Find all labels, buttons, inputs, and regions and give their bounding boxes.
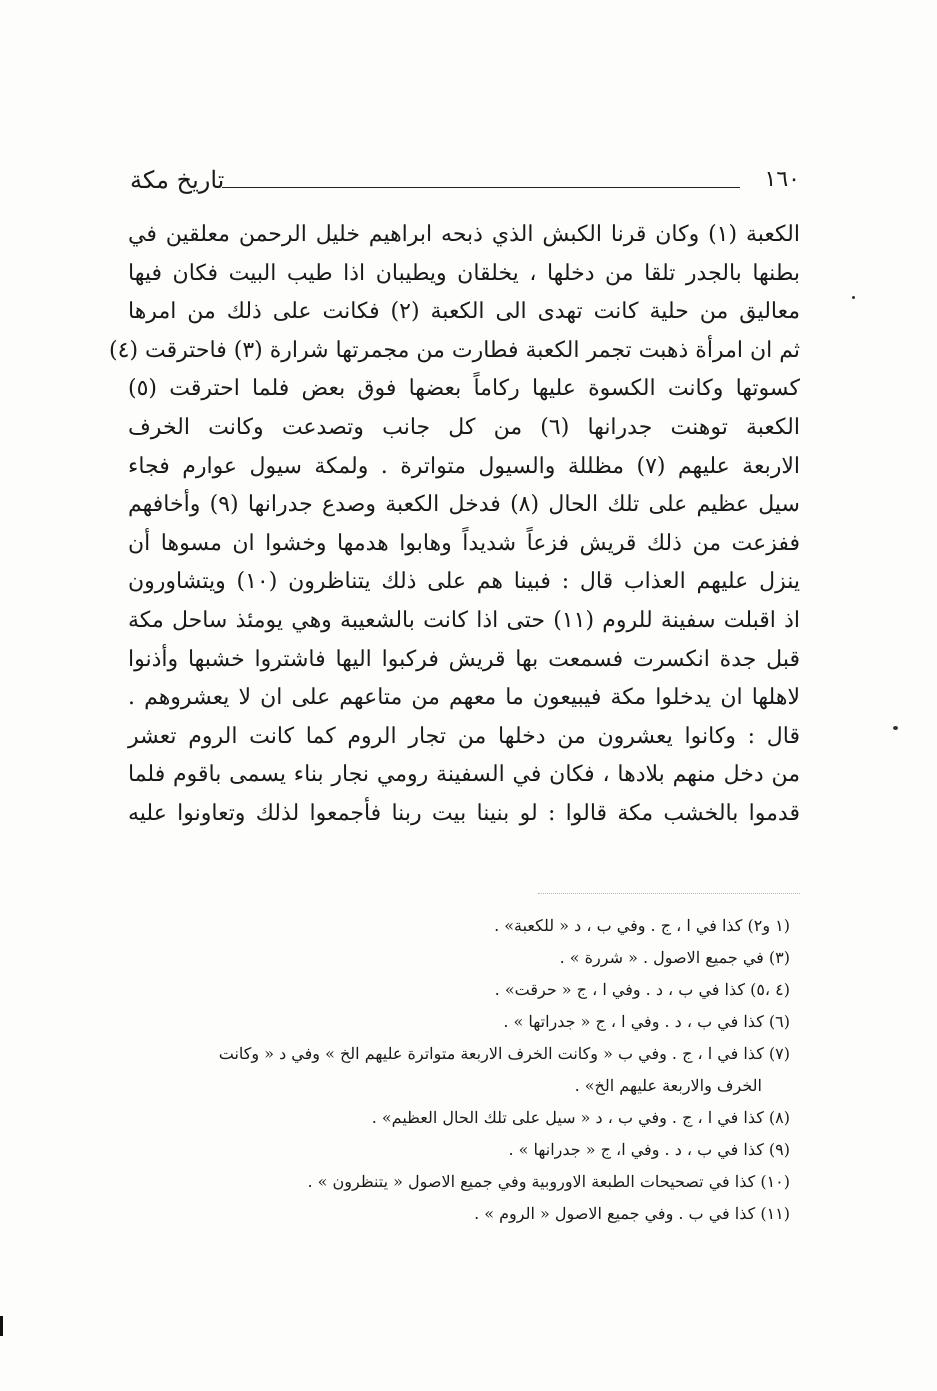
footnote: (٦) كذا في ب ، د . وفي ا ، ج « جدراتها » .: [503, 1012, 790, 1031]
footnote: (٤ ،٥) كذا في ب ، د . وفي ا ، ج « حرقت» .: [494, 980, 790, 999]
text-line: من دخل منهم بلادها ، فكان في السفينة رومي نجار بناء يسمى باقوم فلما: [128, 762, 800, 788]
page-header: [130, 160, 800, 200]
scan-speck: [893, 726, 898, 730]
text-line: كسوتها وكانت الكسوة عليها ركاماً بعضها فوق بعض فلما احترقت (٥): [128, 376, 800, 402]
footnote: (١١) كذا في ب . وفي جميع الاصول « الروم » .: [474, 1204, 790, 1223]
running-title: تاريخ مكة: [130, 166, 225, 194]
text-line: قال : وكانوا يعشرون من دخلها من تجار الروم كما كانت الروم تعشر: [128, 723, 800, 749]
main-text: [109, 216, 801, 834]
footnotes: [128, 910, 790, 1230]
text-line: قدموا بالخشب مكة قالوا : لو بنينا بيت ربنا فأجمعوا لذلك وتعاونوا عليه: [128, 800, 800, 826]
text-line: اذ اقبلت سفينة للروم (١١) حتى اذا كانت بالشعيبة وهي يومئذ ساحل مكة: [128, 607, 800, 633]
page-number: ١٦٠: [764, 167, 800, 192]
footnote-continuation: الخرف والاربعة عليهم الخ» .: [574, 1076, 762, 1095]
footnote: (٩) كذا في ب ، د . وفي ا، ج « جدرانها » .: [508, 1140, 790, 1159]
text-line: الاربعة عليهم (٧) مظللة والسيول متواترة . ولمكة سيول عوارم فجاء: [128, 453, 800, 479]
footnote: (٧) كذا في ا ، ج . وفي ب « وكانت الخرف الاربعة متواترة عليهم الخ » وفي د « وكانت: [218, 1044, 790, 1063]
text-line: الكعبة توهنت جدرانها (٦) من كل جانب وتصدعت وكانت الخرف: [128, 414, 801, 440]
footnote: (١ و٢) كذا في ا ، ج . وفي ب ، د « للكعبة» .: [494, 916, 790, 935]
text-line: قبل جدة انكسرت فسمعت بها قريش فركبوا اليها فاشتروا خشبها وأذنوا: [128, 646, 800, 672]
text-line: ينزل عليهم العذاب قال : فبينا هم على ذلك يتناظرون (١٠) ويتشاورون: [128, 569, 800, 595]
footnote-separator: [538, 893, 800, 894]
scan-edge-mark: [0, 1316, 3, 1336]
footnote: (٣) في جميع الاصول . « شررة » .: [559, 948, 790, 967]
footnote: (١٠) كذا في تصحيحات الطبعة الاوروبية وفي جميع الاصول « يتنظرون » .: [307, 1172, 790, 1191]
text-line: ثم ان امرأة ذهبت تجمر الكعبة فطارت من مجمرتها شرارة (٣) فاحترقت (٤): [109, 337, 800, 363]
text-line: بطنها بالجدر تلقا من دخلها ، يخلقان ويطيبان اذا طيب البيت فكان فيها: [128, 260, 800, 286]
text-line: لاهلها ان يدخلوا مكة فيبيعون ما معهم من متاعهم على ان لا يعشروهم .: [128, 685, 800, 711]
text-line: معاليق من حلية كانت تهدى الى الكعبة (٢) فكانت على ذلك من امرها: [128, 299, 800, 325]
scan-speck: [852, 296, 855, 299]
footnote: (٨) كذا في ا ، ج . وفي ب ، د « سيل على تلك الحال العظيم» .: [371, 1108, 790, 1127]
text-line: الكعبة (١) وكان قرنا الكبش الذي ذبحه ابراهيم خليل الرحمن معلقين في: [128, 222, 800, 247]
header-rule: [222, 187, 740, 188]
text-line: ففزعت من ذلك قريش فزعاً شديداً وهابوا هدمها وخشوا ان مسوها أن: [128, 530, 800, 556]
text-line: سيل عظيم على تلك الحال (٨) فدخل الكعبة وصدع جدرانها (٩) وأخافهم: [128, 492, 800, 518]
